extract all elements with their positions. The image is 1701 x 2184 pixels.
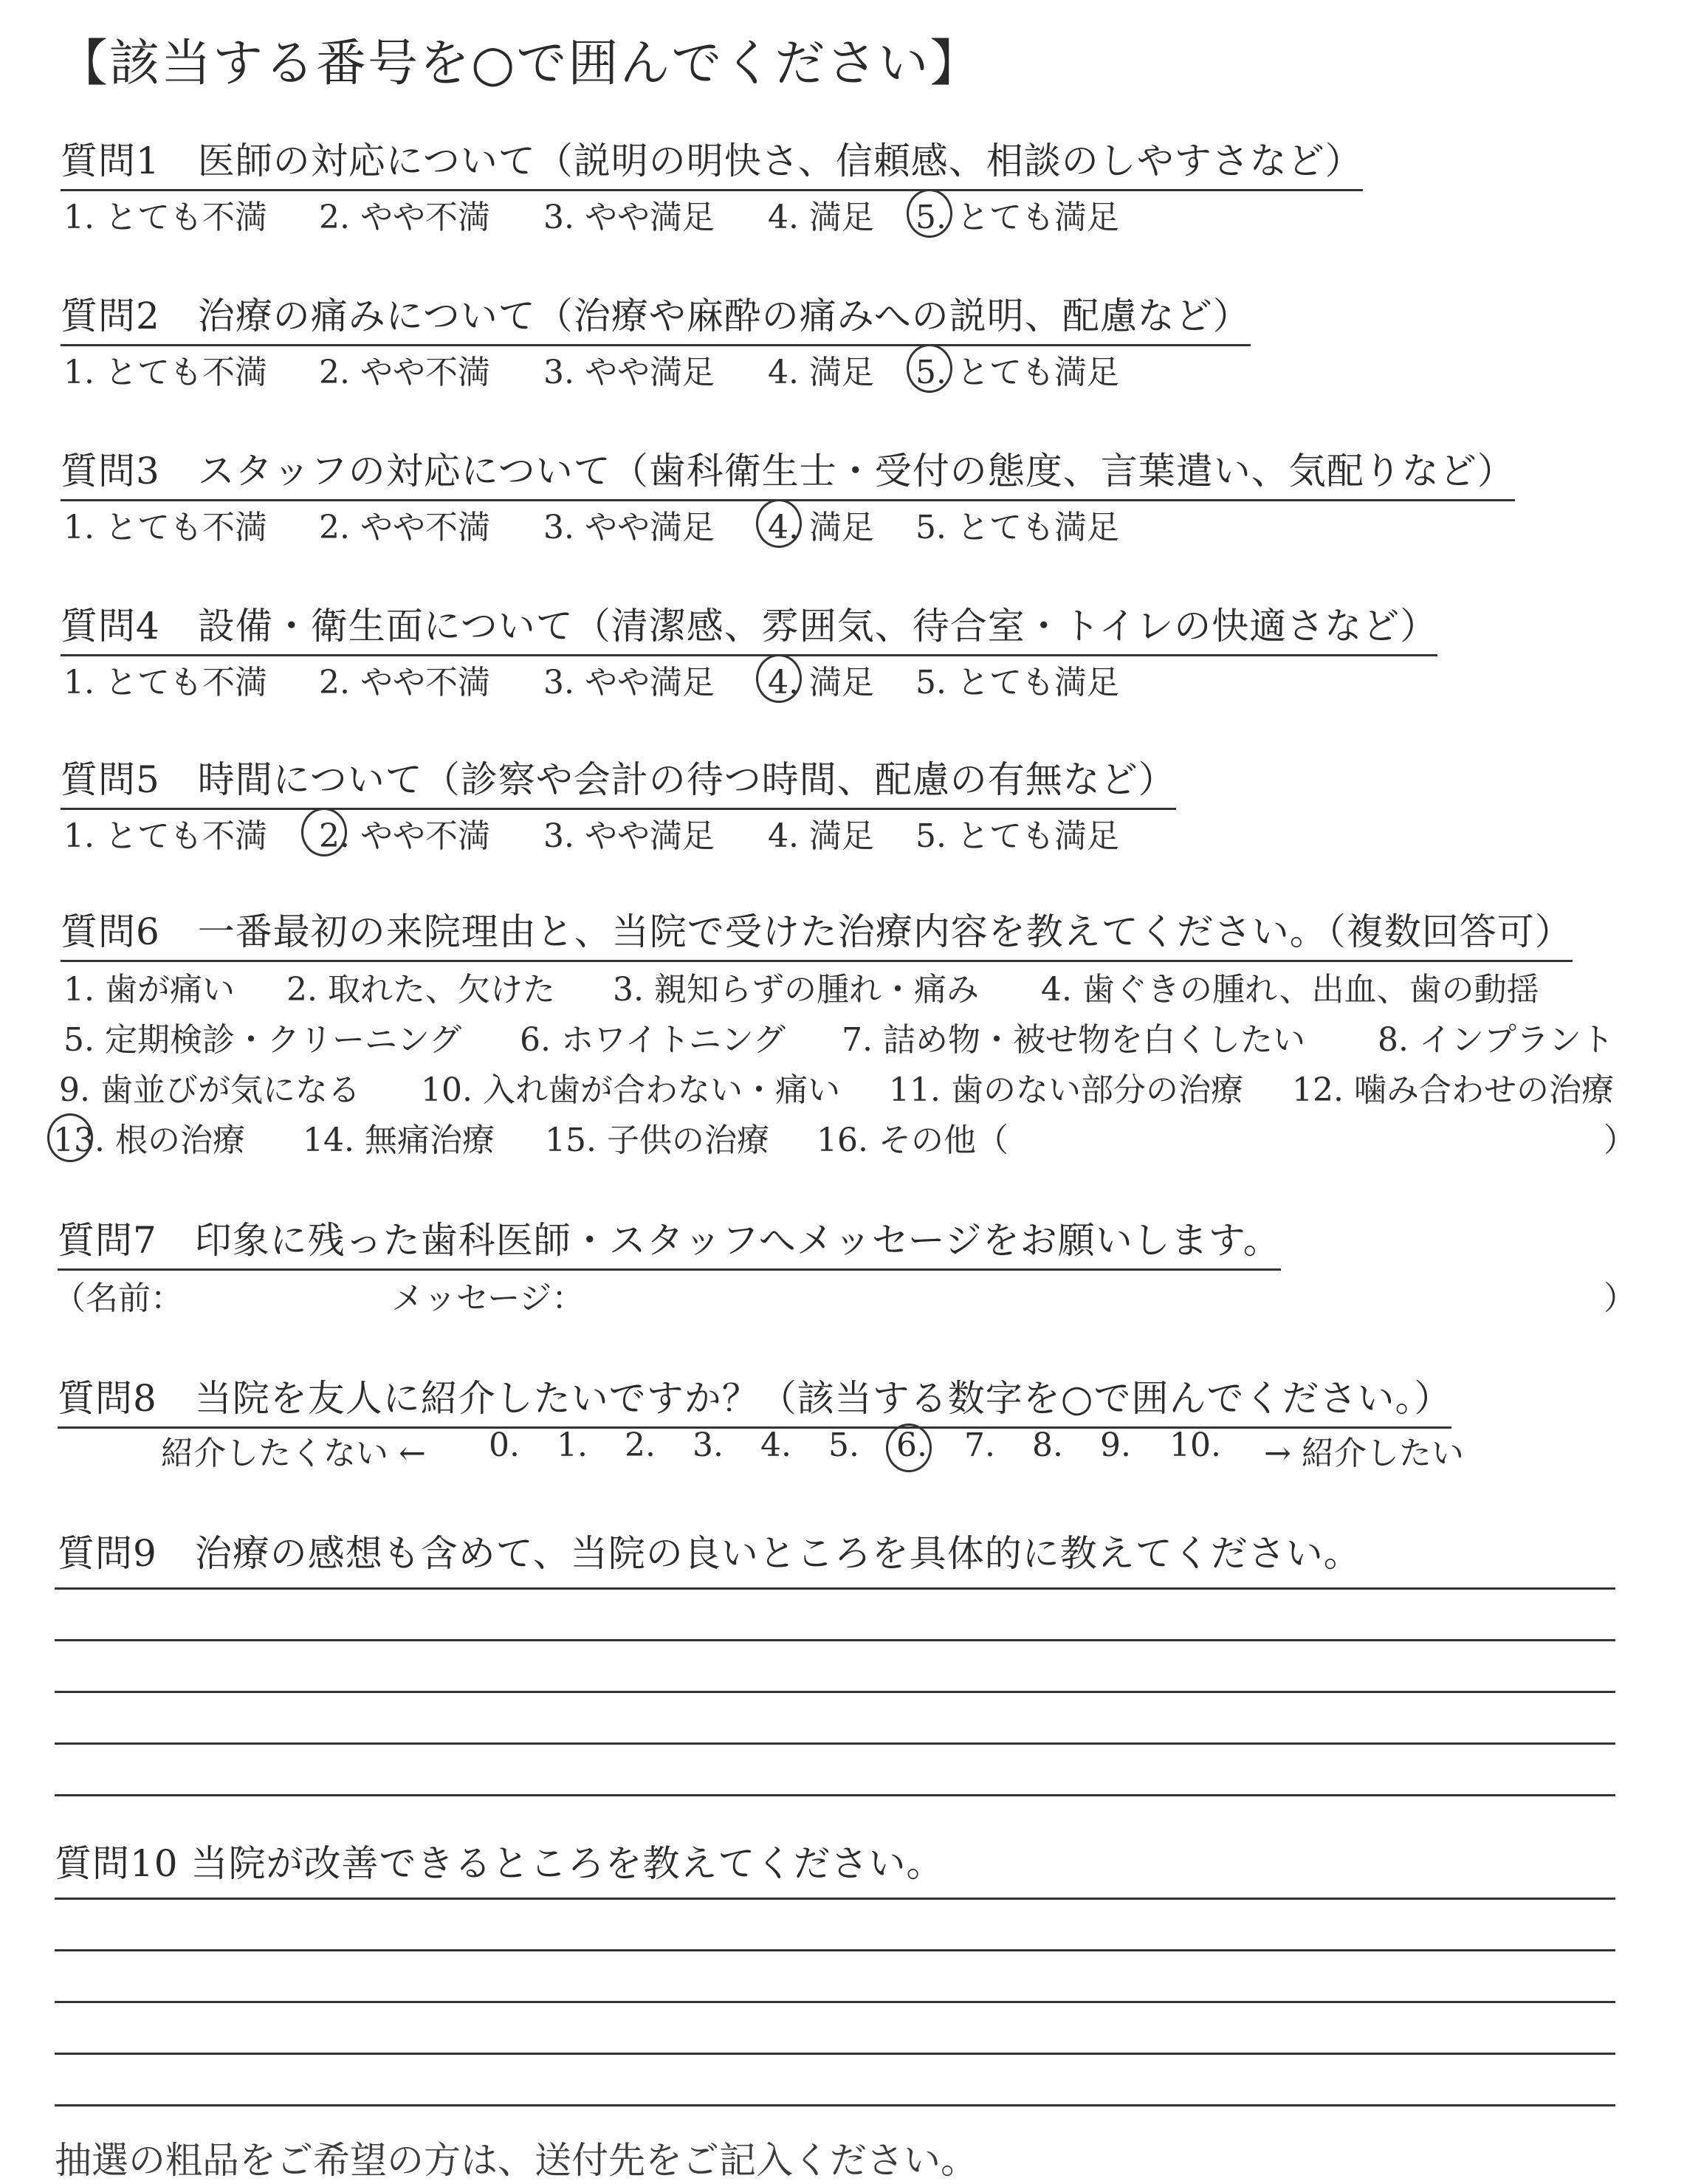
q6-answer-circle	[47, 1113, 93, 1162]
q10-writing-line-2[interactable]	[55, 1949, 1615, 1951]
q7-message-label: メッセージ：	[391, 1280, 585, 1317]
q9-writing-line-1[interactable]	[55, 1587, 1615, 1590]
q10-writing-line-4[interactable]	[55, 2053, 1615, 2055]
q9-writing-line-4[interactable]	[55, 1742, 1615, 1745]
q8-scale-4[interactable]: 4.	[760, 1426, 791, 1464]
q3-option-5[interactable]: 5. とても満足	[915, 509, 1119, 546]
q6-option-2[interactable]: 2. 取れた、欠けた	[286, 971, 555, 1009]
q1-option-3[interactable]: 3. やや満足	[543, 199, 715, 236]
q5-option-2[interactable]: 2. やや不満	[319, 817, 490, 855]
q4-option-1[interactable]: 1. とても不満	[63, 664, 267, 701]
question-2-title: 質問2 治療の痛みについて（治療や麻酔の痛みへの説明、配慮など）	[61, 286, 1251, 346]
q6-option-13[interactable]: 13. 根の治療	[53, 1122, 245, 1159]
q6-option-10[interactable]: 10. 入れ歯が合わない・痛い	[421, 1071, 840, 1109]
q1-option-2[interactable]: 2. やや不満	[319, 199, 490, 236]
q5-option-4[interactable]: 4. 満足	[768, 817, 874, 855]
q4-answer-circle	[756, 654, 802, 703]
q8-answer-circle	[886, 1424, 932, 1472]
q6-option-12[interactable]: 12. 噛み合わせの治療	[1292, 1071, 1614, 1109]
q1-option-4[interactable]: 4. 満足	[768, 199, 874, 236]
q8-scale-3[interactable]: 3.	[693, 1426, 724, 1464]
q7-name-label: （名前：	[53, 1280, 183, 1317]
q5-answer-circle	[301, 808, 347, 856]
q5-option-5[interactable]: 5. とても満足	[915, 817, 1119, 855]
q8-scale-2[interactable]: 2.	[625, 1426, 656, 1464]
q6-option-11[interactable]: 11. 歯のない部分の治療	[889, 1071, 1243, 1109]
q4-option-3[interactable]: 3. やや満足	[543, 664, 715, 701]
q9-writing-line-3[interactable]	[55, 1691, 1615, 1693]
q8-scale-10[interactable]: 10.	[1169, 1426, 1221, 1464]
question-10-title: 質問10 当院が改善できるところを教えてください。	[55, 1842, 944, 1885]
q6-option-8[interactable]: 8. インプラント	[1378, 1021, 1614, 1059]
q2-option-5[interactable]: 5. とても満足	[915, 354, 1119, 391]
footer-note: 抽選の粗品をご希望の方は、送付先をご記入ください。	[55, 2139, 977, 2182]
q6-option-6[interactable]: 6. ホワイトニング	[520, 1021, 786, 1059]
q3-answer-circle	[756, 499, 802, 548]
question-3-title: 質問3 スタッフの対応について（歯科衛生士・受付の態度、言葉遣い、気配りなど）	[61, 442, 1515, 501]
question-5-title: 質問5 時間について（診察や会計の待つ時間、配慮の有無など）	[61, 750, 1176, 810]
q2-option-3[interactable]: 3. やや満足	[543, 354, 715, 391]
q9-writing-line-5[interactable]	[55, 1794, 1615, 1796]
q8-left-label: 紹介したくない ←	[161, 1435, 426, 1472]
q8-scale-6[interactable]: 6.	[896, 1426, 927, 1464]
q2-option-2[interactable]: 2. やや不満	[319, 354, 490, 391]
q6-option-16[interactable]: 16. その他（	[817, 1122, 1008, 1159]
q6-option-7[interactable]: 7. 詰め物・被せ物を白くしたい	[842, 1021, 1305, 1059]
q10-writing-line-1[interactable]	[55, 1898, 1615, 1900]
q8-scale-0[interactable]: 0.	[489, 1426, 520, 1464]
q6-close-paren: ）	[1604, 1122, 1636, 1159]
q2-option-1[interactable]: 1. とても不満	[63, 354, 267, 391]
question-4-title: 質問4 設備・衛生面について（清潔感、雰囲気、待合室・トイレの快適さなど）	[61, 597, 1437, 656]
q6-option-1[interactable]: 1. 歯が痛い	[63, 971, 235, 1009]
q3-option-1[interactable]: 1. とても不満	[63, 509, 267, 546]
q8-right-label: → 紹介したい	[1264, 1435, 1464, 1472]
q6-option-3[interactable]: 3. 親知らずの腫れ・痛み	[613, 971, 979, 1009]
q9-writing-line-2[interactable]	[55, 1639, 1615, 1641]
q7-close-paren: ）	[1604, 1280, 1636, 1317]
q6-option-5[interactable]: 5. 定期検診・クリーニング	[63, 1021, 462, 1059]
q1-answer-circle	[907, 189, 952, 238]
question-7-title: 質問7 印象に残った歯科医師・スタッフへメッセージをお願いします。	[58, 1211, 1281, 1271]
q8-scale-7[interactable]: 7.	[964, 1426, 995, 1464]
q5-option-1[interactable]: 1. とても不満	[63, 817, 267, 855]
question-8-title: 質問8 当院を友人に紹介したいですか？（該当する数字を○で囲んでください。）	[58, 1369, 1451, 1429]
q3-option-3[interactable]: 3. やや満足	[543, 509, 715, 546]
q10-writing-line-5[interactable]	[55, 2104, 1615, 2106]
question-1-title: 質問1 医師の対応について（説明の明快さ、信頼感、相談のしやすさなど）	[61, 131, 1363, 191]
q4-option-5[interactable]: 5. とても満足	[915, 664, 1119, 701]
q10-writing-line-3[interactable]	[55, 2001, 1615, 2003]
q2-answer-circle	[907, 344, 952, 393]
q5-option-3[interactable]: 3. やや満足	[543, 817, 715, 855]
q6-option-14[interactable]: 14. 無痛治療	[303, 1122, 495, 1159]
q4-option-2[interactable]: 2. やや不満	[319, 664, 490, 701]
q8-scale-1[interactable]: 1.	[557, 1426, 588, 1464]
page-header: 【該当する番号を○で囲んでください】	[58, 35, 982, 93]
q8-scale-5[interactable]: 5.	[828, 1426, 859, 1464]
q4-option-4[interactable]: 4. 満足	[768, 664, 874, 701]
q6-option-9[interactable]: 9. 歯並びが気になる	[59, 1071, 360, 1109]
q8-scale-9[interactable]: 9.	[1100, 1426, 1131, 1464]
q6-option-15[interactable]: 15. 子供の治療	[545, 1122, 769, 1159]
q1-option-1[interactable]: 1. とても不満	[63, 199, 267, 236]
question-6-title: 質問6 一番最初の来院理由と、当院で受けた治療内容を教えてください。（複数回答可）	[61, 902, 1573, 962]
q3-option-4[interactable]: 4. 満足	[768, 509, 874, 546]
q3-option-2[interactable]: 2. やや不満	[319, 509, 490, 546]
q1-option-5[interactable]: 5. とても満足	[915, 199, 1119, 236]
q2-option-4[interactable]: 4. 満足	[768, 354, 874, 391]
question-9-title: 質問9 治療の感想も含めて、当院の良いところを具体的に教えてください。	[58, 1532, 1361, 1575]
q8-scale-8[interactable]: 8.	[1032, 1426, 1063, 1464]
q6-option-4[interactable]: 4. 歯ぐきの腫れ、出血、歯の動揺	[1041, 971, 1539, 1009]
